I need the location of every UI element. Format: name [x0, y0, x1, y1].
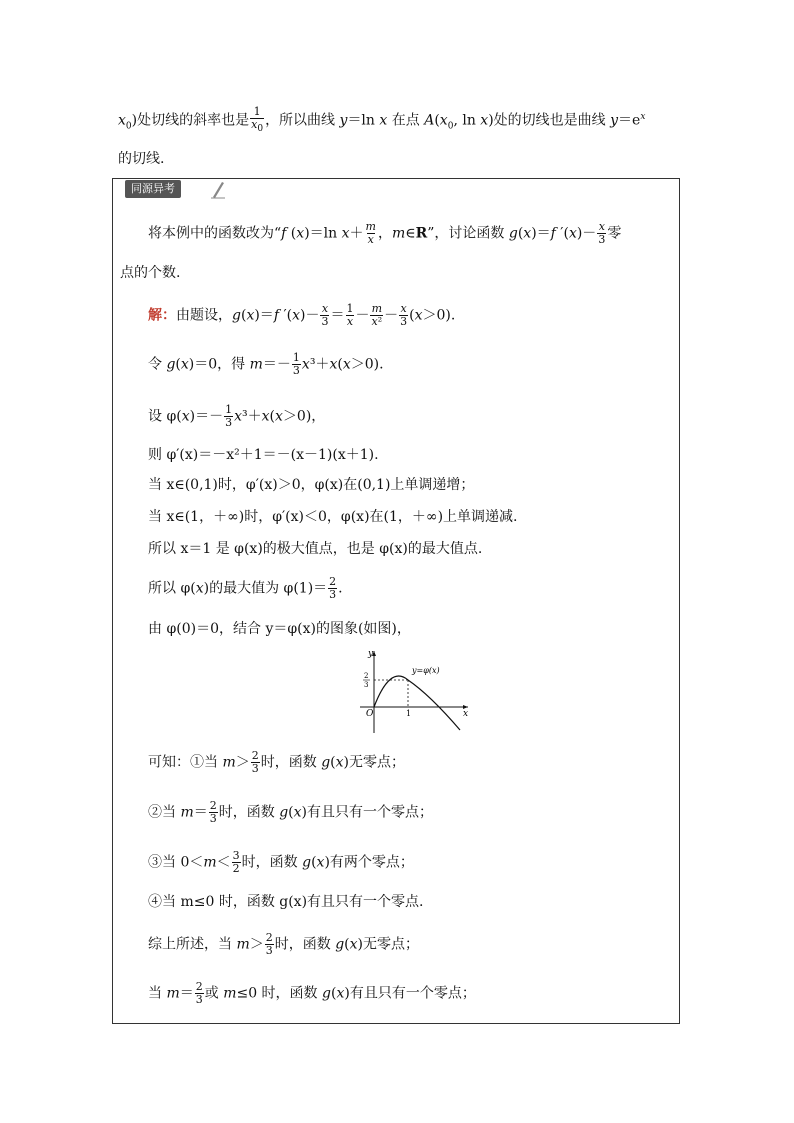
solution-line: 则 φ′(x)＝－x²＋1＝－(x－1)(x＋1). — [148, 447, 379, 463]
conclusion-line: ②当 m＝ $\frac{2}{3}$ 时，函数 g(x)有且只有一个零点； — [148, 799, 433, 825]
solution-line: 解：由题设，g(x)＝f ′(x)－ $\frac{x}{3}$ ＝ $\frac{1}{x}$ － $\frac{m}{\text{x²}}$ － $\frac{x}{3}$ (x＞0). — [148, 302, 456, 328]
section-tag: 同源异考 — [125, 180, 181, 198]
solution-line: 当 x∈(0,1)时，φ′(x)＞0，φ(x)在(0,1)上单调递增； — [148, 477, 475, 493]
x-tick-label: 1 — [406, 709, 412, 718]
function-graph — [350, 645, 480, 735]
summary-line: 当 m＝ $\frac{2}{3}$ 或 m≤0 时，函数 g(x)有且只有一个零点； — [148, 980, 476, 1006]
conclusion-line: 可知：①当 m＞ $\frac{2}{3}$ 时，函数 g(x)无零点； — [148, 749, 405, 775]
solution-label: 解： — [148, 307, 176, 324]
curve-label: y=φ(x) — [412, 666, 440, 675]
y-axis-label: y — [368, 649, 374, 659]
problem-line: 将本例中的函数改为“f (x)＝ln x＋ $\frac{m}{x}$ ，m∈R”，讨论函数 g(x)＝f ′(x)－ $\frac{x}{3}$ 零 — [148, 220, 622, 246]
solution-line: 所以 φ(x)的最大值为 φ(1)＝ $\frac{2}{3}$ . — [148, 575, 343, 601]
summary-line: 综上所述，当 m＞ $\frac{2}{3}$ 时，函数 g(x)无零点； — [148, 931, 419, 957]
text-line: $x_0$)处切线的斜率也是 $\frac{1}{x_0}$ ，所以曲线 y＝ln x 在点 $A(x_0$, ln x)处的切线也是曲线 $y=e^x$ — [118, 105, 646, 135]
x-axis-label: x — [463, 709, 469, 719]
conclusion-line: ③当 0＜m＜ $\frac{3}{2}$ 时，函数 g(x)有两个零点； — [148, 849, 414, 875]
solution-line: 设 φ(x)＝－ $\frac{1}{3}$ x³＋x(x＞0)， — [148, 403, 326, 429]
solution-line: 当 x∈(1，＋∞)时，φ′(x)＜0，φ(x)在(1，＋∞)上单调递减. — [148, 509, 518, 525]
origin-label: O — [366, 709, 374, 719]
y-tick-num: 2 — [364, 672, 369, 680]
conclusion-line: ④当 m≤0 时，函数 g(x)有且只有一个零点. — [148, 894, 424, 910]
solution-line: 由 φ(0)＝0，结合 y＝φ(x)的图象(如图)， — [148, 621, 411, 637]
solution-line: 所以 x＝1 是 φ(x)的极大值点，也是 φ(x)的最大值点. — [148, 541, 483, 557]
text-line: 的切线. — [118, 151, 165, 167]
pen-icon — [211, 179, 225, 199]
solution-line: 令 g(x)＝0，得 m＝－ $\frac{1}{3}$ x³＋x(x＞0). — [148, 351, 384, 377]
curve-phi — [374, 676, 460, 730]
y-tick-den: 3 — [364, 681, 369, 689]
problem-line: 点的个数. — [120, 265, 181, 281]
